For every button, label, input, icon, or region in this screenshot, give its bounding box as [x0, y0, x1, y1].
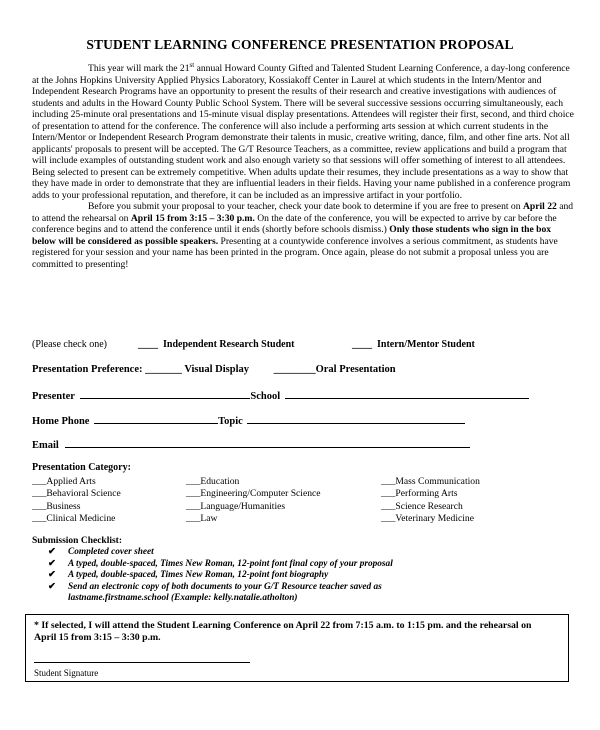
- signature-label: Student Signature: [34, 668, 99, 678]
- intern-mentor-option[interactable]: [352, 339, 475, 350]
- check-mark-icon: ✔: [48, 581, 56, 592]
- intro-p1-start: This year will mark the 21: [88, 63, 190, 75]
- intro-p2-mid: and to attend the rehearsal on: [32, 201, 574, 224]
- intro-p1-sup: st: [189, 61, 195, 69]
- intro-text: [32, 60, 574, 270]
- checklist-item-text: Send an electronic copy of both documents to your G/T Resource teacher saved as: [68, 581, 382, 592]
- presenter-field: [32, 389, 529, 402]
- category-label: Engineering/Computer Science: [200, 488, 321, 500]
- category-label: Applied Arts: [46, 476, 96, 487]
- category-blank[interactable]: ___: [381, 488, 396, 500]
- sign-notice: Only those students who sign in the box below will be considered as possible speakers.: [32, 224, 552, 247]
- category-blank[interactable]: ___: [381, 512, 396, 524]
- category-label: Veterinary Medicine: [395, 512, 474, 524]
- independent-research-blank[interactable]: ____: [138, 339, 158, 350]
- category-label: Business: [46, 500, 81, 512]
- rehearsal-date: April 15 from 3:15 – 3:30 p.m.: [130, 212, 255, 224]
- category-law[interactable]: [186, 513, 321, 525]
- category-behavioral-science[interactable]: [32, 488, 121, 500]
- category-column-1: [32, 476, 121, 525]
- category-label: Science Research: [395, 500, 463, 512]
- home-phone-field: [32, 414, 465, 427]
- email-line[interactable]: [65, 438, 470, 448]
- category-label: Clinical Medicine: [46, 512, 116, 524]
- category-label: Language/Humanities: [200, 500, 286, 512]
- topic-line[interactable]: [247, 414, 465, 424]
- signature-line[interactable]: [34, 662, 250, 663]
- checklist-item: [48, 547, 393, 559]
- category-clinical-medicine[interactable]: [32, 513, 121, 525]
- page-title: STUDENT LEARNING CONFERENCE PRESENTATION PROPOSAL: [86, 37, 514, 52]
- check-mark-icon: ✔: [48, 570, 56, 580]
- category-blank[interactable]: ___: [186, 500, 201, 512]
- school-line[interactable]: [285, 389, 529, 399]
- oral-presentation-label: Oral Presentation: [315, 364, 396, 375]
- intro-p2-end: Presenting at a countywide conference involves a serious commitment, as students have registered for your session and your name has been printed in the program. Once again, please do not submit a proposal unless you are committed to presenting!: [32, 235, 558, 270]
- checklist: [48, 547, 393, 605]
- intro-p2-mid2: On the date of the conference, you will be expected to arrive by car before the conference begins and to attend the conference until it ends (shortly before schools dismiss.): [32, 212, 557, 236]
- category-science-research[interactable]: [381, 501, 480, 513]
- intro-p1-body: annual Howard County Gifted and Talented Student Learning Conference, a day-long conference at the Johns Hopkins University Applied Physics Laboratory, Kossiakoff Center in Laurel at which students in the Intern/Mentor and Independent Research Programs have an opportunity to present the results of their research and creative investigations with audiences of students and adults in the Howard County Public School System. There will be several successive sessions occurring simultaneously, each including 25-minute oral presentations and 15-minute visual display presentations. Attendees will register their first, second, and third choice of presentation to attend for the conference. The conference will also include a performing arts session at which current students in the Intern/Mentor or Independent Research Program demonstrate their talents in music, creative writing, dance, film, and other fine arts. Not all applicants' proposals to present will be accepted. The G/T Resource Teachers, as a committee, review applications and build a program that will include examples of outstanding student work and also enough variety so that sessions will offer something of interest to all attendees. Being selected to present can be extremely competitive. When adults update their resumes, they include presentations as a way to show that they have made in order to demonstrate that they are influential leaders in their fields. Having your name published in a conference program adds to your professional reputation, and therefore, it can be included as an impressive artifact in your portfolio.: [32, 63, 574, 201]
- signature-box: [25, 614, 569, 682]
- category-label: Law: [200, 512, 218, 524]
- intro-p2-start: Before you submit your proposal to your teacher, check your date book to determine if you are free to present on: [88, 201, 523, 213]
- category-label: Mass Communication: [395, 476, 480, 487]
- home-phone-line[interactable]: [94, 414, 218, 424]
- category-column-3: [381, 476, 480, 525]
- category-performing-arts[interactable]: [381, 488, 480, 500]
- category-blank[interactable]: ___: [186, 512, 201, 524]
- presenter-label: Presenter: [32, 391, 75, 402]
- category-language-humanities[interactable]: [186, 501, 321, 513]
- checklist-title: Submission Checklist:: [32, 536, 123, 546]
- checklist-item-text: lastname.firstname.school (Example: kelly.natalie.atholton): [68, 593, 298, 603]
- visual-display-label: Visual Display: [184, 364, 249, 375]
- category-blank[interactable]: ___: [32, 476, 47, 487]
- checklist-item-continued: [48, 593, 393, 605]
- category-blank[interactable]: ___: [32, 500, 47, 512]
- home-phone-label: Home Phone: [32, 416, 90, 427]
- category-title: Presentation Category:: [32, 462, 131, 473]
- check-prompt: (Please check one): [32, 339, 107, 350]
- presentation-preference: [32, 364, 396, 375]
- checklist-item-text: A typed, double-spaced, Times New Roman, 12-point font biography: [68, 570, 329, 580]
- presenter-line[interactable]: [80, 389, 250, 399]
- category-blank[interactable]: ___: [381, 476, 396, 487]
- intern-mentor-blank[interactable]: ____: [352, 339, 372, 350]
- category-blank[interactable]: ___: [186, 476, 201, 487]
- category-blank[interactable]: ___: [186, 488, 201, 500]
- intro-paragraph-1: [32, 60, 574, 201]
- category-label: Performing Arts: [395, 488, 458, 500]
- category-blank[interactable]: ___: [32, 488, 47, 500]
- independent-research-label: Independent Research Student: [163, 339, 295, 350]
- independent-research-option[interactable]: [138, 339, 295, 350]
- category-blank[interactable]: ___: [381, 500, 396, 512]
- attendance-statement: * If selected, I will attend the Student Learning Conference on April 22 from 7:15 a.m. to 1:15 pm. and the rehearsal on April 15 from 3:15 – 3:30 p.m.: [34, 620, 532, 643]
- category-veterinary-medicine[interactable]: [381, 513, 480, 525]
- checklist-item-text: A typed, double-spaced, Times New Roman, 12-point font final copy of your proposal: [68, 558, 393, 569]
- category-column-2: [186, 476, 321, 525]
- checklist-item: [48, 559, 393, 571]
- visual-display-blank[interactable]: _______: [145, 364, 182, 375]
- category-engineering-computer-science[interactable]: [186, 488, 321, 500]
- category-label: Education: [200, 476, 240, 487]
- intern-mentor-label: Intern/Mentor Student: [377, 339, 475, 350]
- intro-paragraph-2: [32, 201, 574, 270]
- conference-date: April 22: [522, 201, 557, 213]
- topic-label: Topic: [218, 416, 243, 427]
- category-mass-communication[interactable]: [381, 476, 480, 488]
- oral-presentation-blank[interactable]: ________: [273, 364, 316, 375]
- checklist-item-text: Completed cover sheet: [68, 547, 154, 557]
- category-blank[interactable]: ___: [32, 512, 47, 524]
- category-label: Behavioral Science: [46, 488, 121, 500]
- check-mark-icon: ✔: [48, 547, 56, 557]
- category-business[interactable]: [32, 501, 121, 513]
- check-mark-icon: ✔: [48, 558, 56, 569]
- checklist-item: [48, 582, 393, 594]
- category-applied-arts[interactable]: [32, 476, 121, 488]
- school-label: School: [250, 391, 281, 402]
- category-education[interactable]: [186, 476, 321, 488]
- preference-label: Presentation Preference:: [32, 364, 143, 375]
- email-label: Email: [32, 440, 59, 451]
- checklist-item: [48, 570, 393, 582]
- email-field: [32, 438, 470, 451]
